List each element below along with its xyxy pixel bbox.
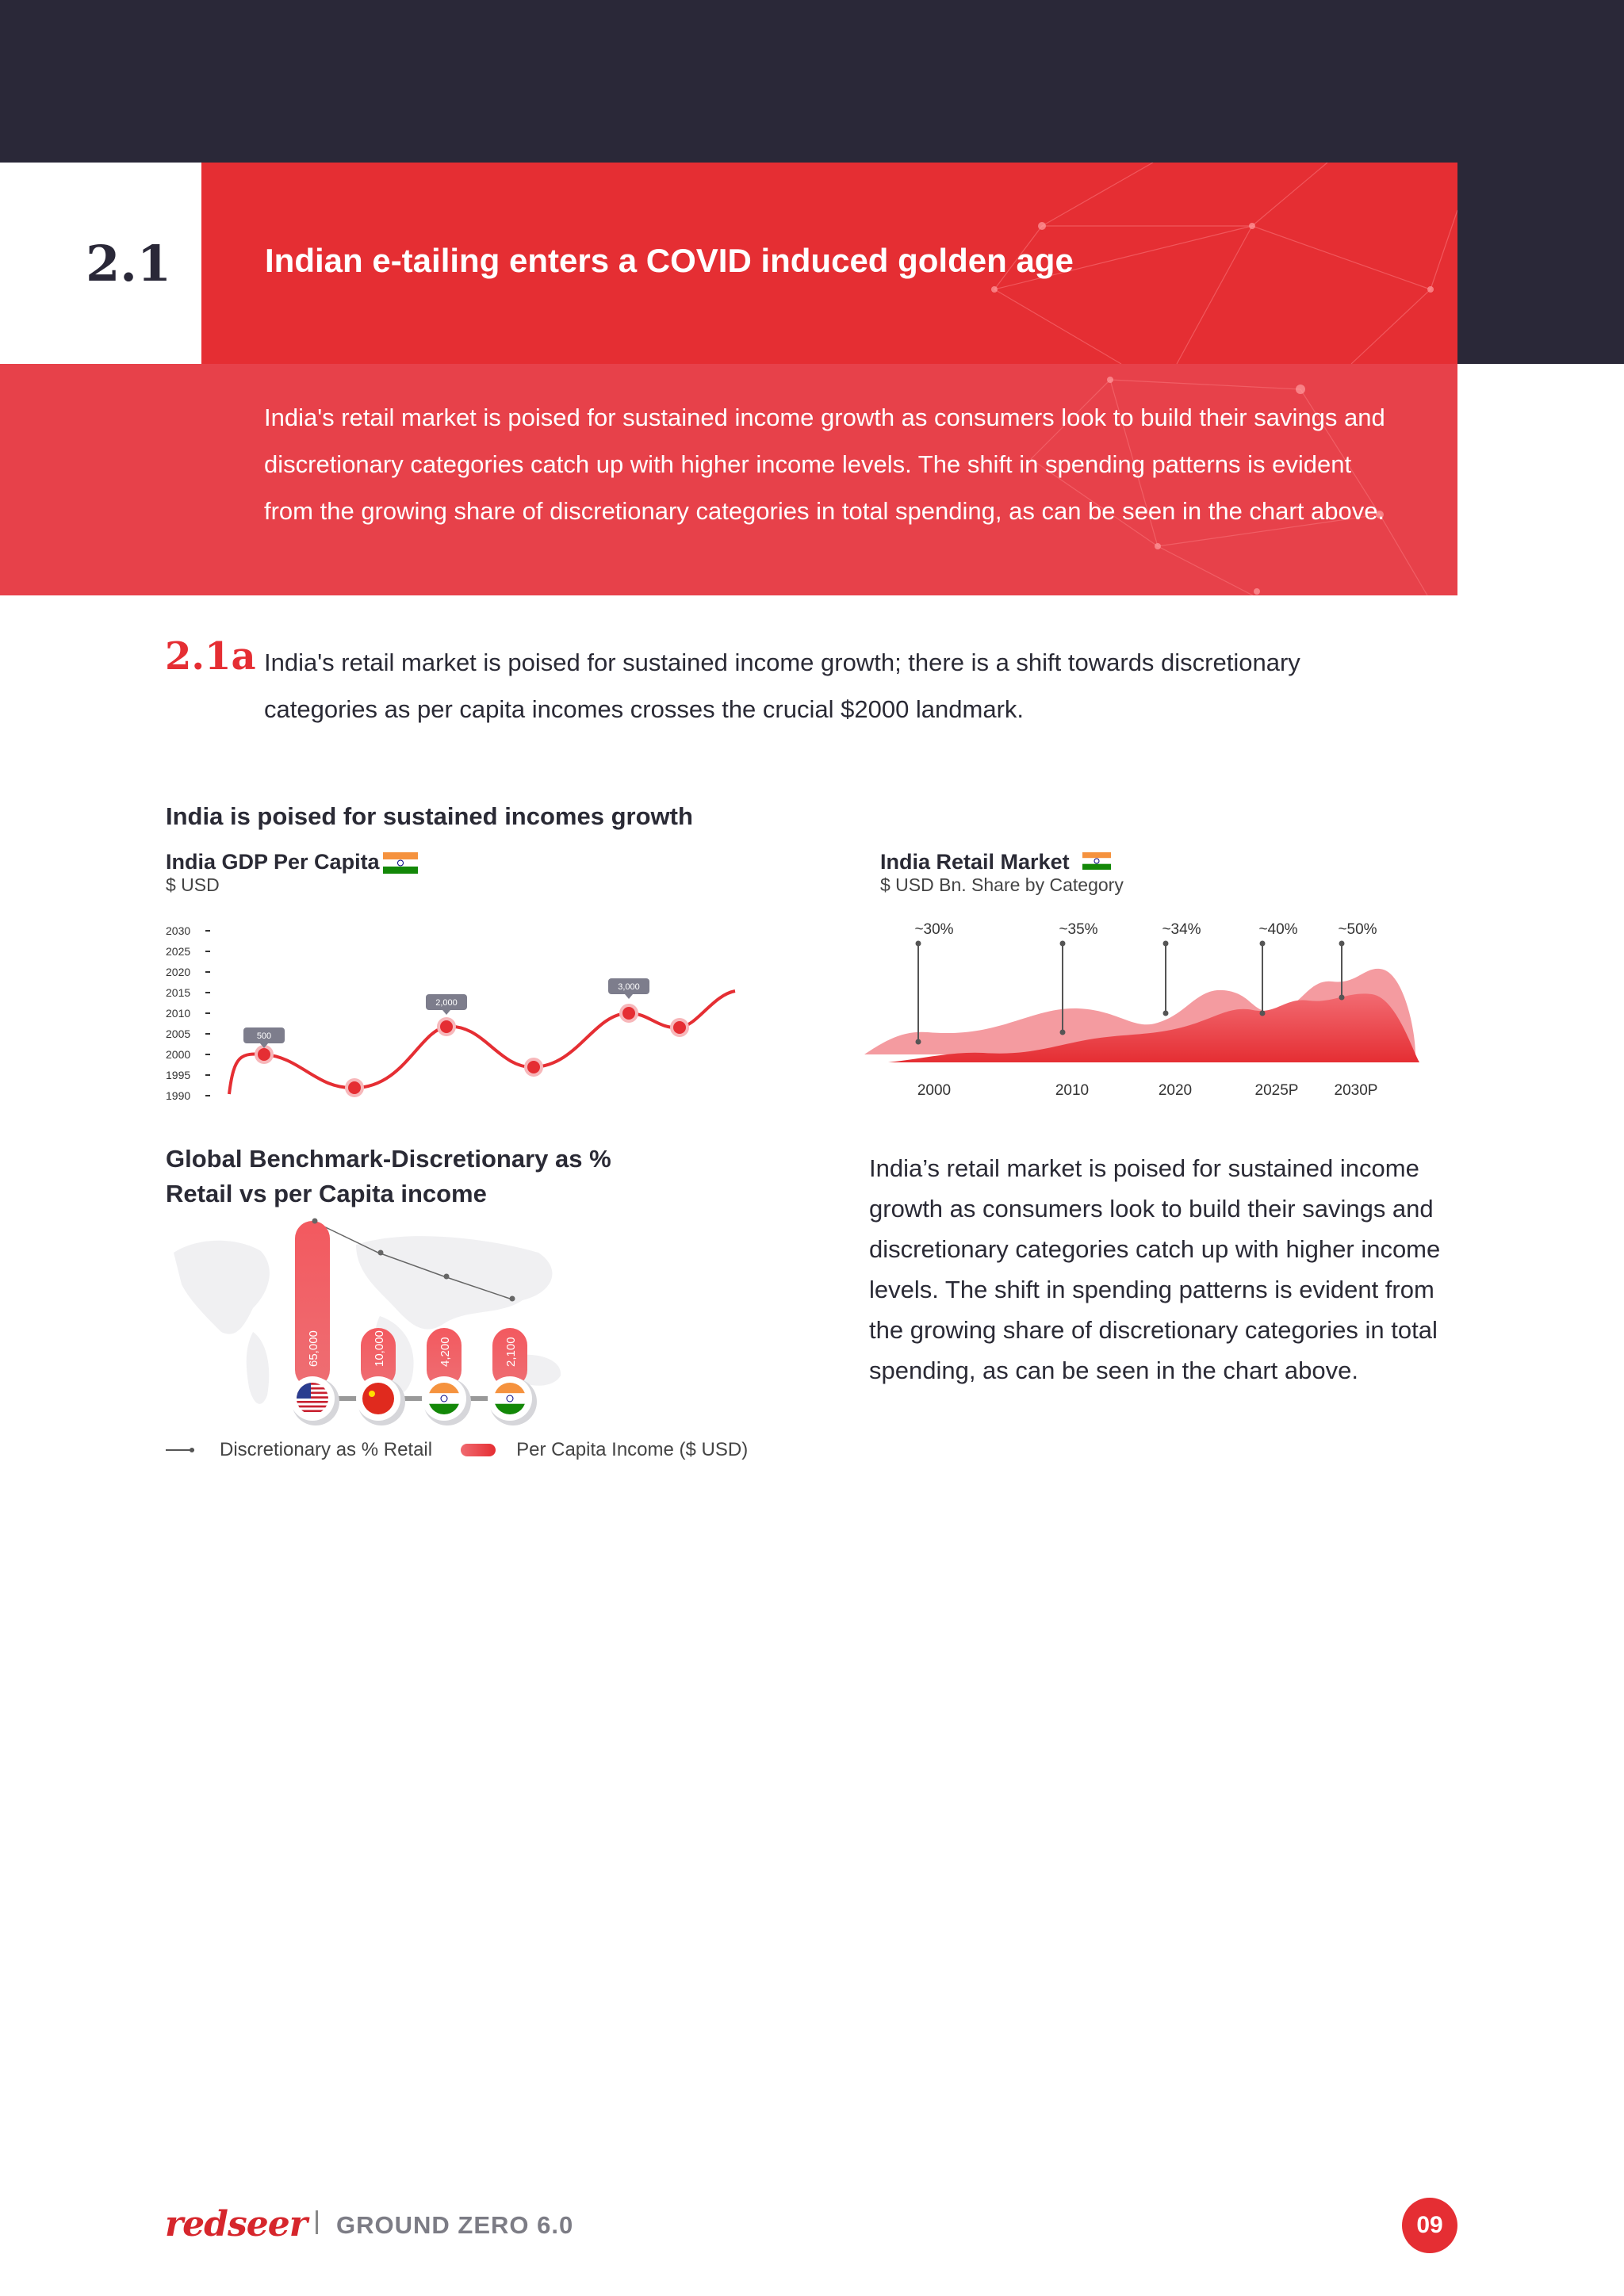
income-bar-label: 2,100 xyxy=(504,1337,518,1367)
stem-top-dot xyxy=(1339,941,1345,947)
data-point xyxy=(258,1048,270,1061)
intro-paragraph: India's retail market is poised for sustained income growth as consumers look to build their savings and discretionary categories catch up with higher income levels. The shift in spending patterns is evident from the growing share of discretionary categories in total spending, as can be seen in the chart above. xyxy=(264,404,1385,525)
line-swatch-icon xyxy=(166,1446,194,1454)
gdp-chart-header xyxy=(166,850,418,896)
y-tick-label: 2030 xyxy=(166,924,191,937)
retail-chart-title: India Retail Market xyxy=(880,850,1070,874)
footer-title: GROUND ZERO 6.0 xyxy=(336,2211,574,2239)
section-number: 2.1 xyxy=(86,234,171,293)
x-tick-label: 2030P xyxy=(1334,1082,1378,1099)
retail-area-chart xyxy=(856,912,1427,1110)
discretionary-point xyxy=(444,1274,450,1280)
gdp-chart-title: India GDP Per Capita xyxy=(166,850,380,874)
annotation-label: 2,000 xyxy=(435,998,458,1008)
stem-top-dot xyxy=(1163,941,1169,947)
y-tick-label: 2000 xyxy=(166,1048,191,1061)
income-heading: India is poised for sustained incomes growth xyxy=(166,802,693,830)
retail-chart-unit: $ USD Bn. Share by Category xyxy=(880,874,1124,895)
y-tick-label: 2015 xyxy=(166,986,191,999)
x-tick-label: 2000 xyxy=(917,1082,952,1099)
stem-top-dot xyxy=(1260,941,1266,947)
annotation-pointer xyxy=(625,994,633,999)
stem-top-dot xyxy=(916,941,921,947)
stem-top-dot xyxy=(1060,941,1066,947)
annotation-label: 500 xyxy=(256,1031,272,1041)
share-label: ~50% xyxy=(1338,921,1377,938)
footer-separator xyxy=(316,2210,318,2234)
y-tick-label: 2025 xyxy=(166,945,191,958)
y-tick-label: 1995 xyxy=(166,1069,191,1081)
retail-chart-header xyxy=(880,850,1124,896)
benchmark-bar-chart xyxy=(166,1205,626,1427)
annotation-pointer xyxy=(442,1010,450,1015)
india-flag-icon xyxy=(494,1383,526,1414)
gdp-line-chart xyxy=(166,912,760,1110)
y-tick-label: 2010 xyxy=(166,1007,191,1020)
y-tick-label: 1990 xyxy=(166,1089,191,1102)
y-tick-label: 2020 xyxy=(166,966,191,978)
benchmark-legend xyxy=(166,1439,776,1461)
legend-item-bar xyxy=(461,1439,748,1461)
discretionary-point xyxy=(378,1250,384,1256)
data-point xyxy=(673,1021,686,1034)
discretionary-point xyxy=(312,1219,318,1224)
y-tick-label: 2005 xyxy=(166,1027,191,1040)
benchmark-heading: Global Benchmark-Discretionary as % Retail vs per Capita income xyxy=(166,1145,611,1207)
data-point xyxy=(440,1020,453,1033)
data-point xyxy=(622,1007,635,1020)
india-flag-icon xyxy=(428,1383,460,1414)
x-tick-label: 2020 xyxy=(1158,1082,1193,1099)
legend-item-line xyxy=(166,1439,432,1461)
gdp-series-line xyxy=(229,991,735,1094)
data-point xyxy=(527,1061,540,1073)
stem-base-dot xyxy=(916,1039,921,1045)
share-label: ~30% xyxy=(914,921,954,938)
india-flag-icon xyxy=(383,852,418,874)
income-bar-label: 65,000 xyxy=(307,1330,320,1367)
intro-box xyxy=(0,364,1457,595)
stem-base-dot xyxy=(1163,1011,1169,1016)
share-label: ~40% xyxy=(1258,921,1298,938)
right-paragraph: India’s retail market is poised for sustained income growth as consumers look to build their savings and discretionary categories catch up with higher income levels. The shift in spending patterns is evident from the growing share of discretionary categories in total spending, as can be seen in the chart above. xyxy=(869,1154,1441,1384)
usa-flag-icon xyxy=(297,1383,328,1414)
stem-base-dot xyxy=(1339,995,1345,1001)
data-point xyxy=(348,1081,361,1094)
discretionary-point xyxy=(510,1296,515,1302)
page-number: 09 xyxy=(1402,2198,1457,2253)
legend-bar-label: Per Capita Income ($ USD) xyxy=(516,1439,749,1460)
legend-line-label: Discretionary as % Retail xyxy=(220,1439,433,1460)
subsection-number: 2.1a xyxy=(165,634,256,679)
stem-base-dot xyxy=(1060,1030,1066,1035)
redseer-logo: redseer xyxy=(165,2204,307,2244)
bar-swatch-icon xyxy=(461,1444,496,1456)
x-tick-label: 2010 xyxy=(1055,1082,1090,1099)
gdp-chart-unit: $ USD xyxy=(166,874,220,895)
income-bar-label: 4,200 xyxy=(439,1337,452,1367)
india-flag-icon xyxy=(1082,852,1111,874)
section-title: Indian e-tailing enters a COVID induced golden age xyxy=(265,242,1074,279)
annotation-label: 3,000 xyxy=(618,982,640,992)
stem-base-dot xyxy=(1260,1011,1266,1016)
subsection-text: India's retail market is poised for sustained income growth; there is a shift towards discretionary categories as per capita incomes crosses the crucial $2000 landmark. xyxy=(264,649,1300,723)
share-label: ~35% xyxy=(1059,921,1098,938)
section-number-box xyxy=(0,163,201,364)
section-title-box xyxy=(201,163,1457,364)
china-flag-icon xyxy=(362,1383,394,1414)
income-bar-label: 10,000 xyxy=(373,1330,386,1367)
x-tick-label: 2025P xyxy=(1254,1082,1299,1099)
share-label: ~34% xyxy=(1162,921,1201,938)
